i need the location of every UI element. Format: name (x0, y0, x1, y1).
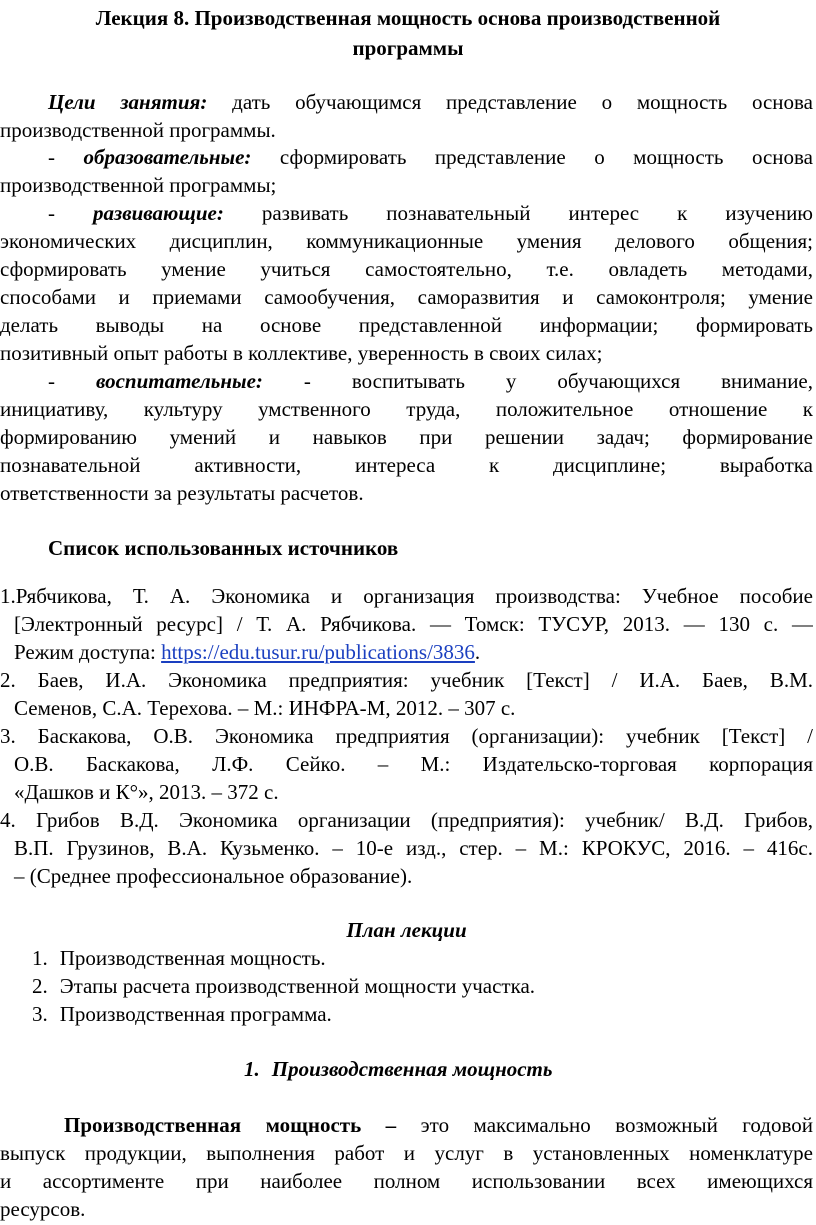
goal-developing-cont: способами и приемами самообучения, саморазвития и самоконтроля; умение (0, 285, 813, 309)
definition-cont: ресурсов. (0, 1197, 86, 1221)
goal-developing-cont: делать выводы на основе представленной информации; формировать (0, 313, 813, 337)
definition-cont: выпуск продукции, выполнения работ и услуг в установленных номенклатуре (0, 1141, 813, 1165)
goal-developing-cont: сформировать умение учиться самостоятельно, т.е. овладеть методами, (0, 257, 813, 281)
goal-educational-cont: производственной программы; (0, 173, 277, 197)
source-3-cont: «Дашков и К°», 2013. – 372 с. (14, 780, 279, 804)
source-4-cont: – (Среднее профессиональное образование). (14, 864, 413, 888)
section-1-heading: 1. Производственная мощность (244, 1057, 553, 1081)
goal-upbringing-cont: познавательной активности, интереса к дисциплине; выработка (0, 453, 813, 477)
goal-developing: - развивающие: развивать познавательный интерес к изучению (48, 201, 813, 225)
goal-educational: - образовательные: сформировать представление о мощность основа (48, 145, 813, 169)
source-1-access: Режим доступа: https://edu.tusur.ru/publications/3836. (14, 640, 481, 664)
source-4: 4. Грибов В.Д. Экономика организации (предприятия): учебник/ В.Д. Грибов, (0, 808, 813, 832)
goal-educational-upbringing: - воспитательные: - воспитывать у обучающихся внимание, (48, 369, 813, 393)
plan-item: 1. Производственная мощность. (32, 946, 326, 970)
plan-item: 2. Этапы расчета производственной мощности участка. (32, 974, 536, 998)
defined-term: Производственная мощность – (64, 1113, 397, 1137)
developing-label: развивающие: (93, 201, 224, 225)
goal-upbringing-cont: инициативу, культуру умственного труда, положительное отношение к (0, 397, 813, 421)
goal-upbringing-cont: формированию умений и навыков при решении задач; формирование (0, 425, 813, 449)
title-line-2: программы (352, 36, 464, 60)
goal-developing-cont: экономических дисциплин, коммуникационные умения делового общения; (0, 229, 813, 253)
plan-heading: План лекции (346, 918, 467, 942)
page-title (0, 3, 816, 63)
source-3: 3. Баскакова, О.В. Экономика предприятия (организации): учебник [Текст] / (0, 724, 813, 748)
upbringing-label: воспитательные: (95, 369, 263, 393)
plan-item: 3. Производственная программа. (32, 1002, 332, 1026)
source-3-cont: О.В. Баскакова, Л.Ф. Сейко. – М.: Издательско-торговая корпорация (14, 752, 813, 776)
definition-paragraph: Производственная мощность – это максимально возможный годовой (64, 1113, 813, 1137)
sources-heading: Список использованных источников (48, 536, 399, 560)
educational-label: образовательные: (83, 145, 252, 169)
goals-intro: Цели занятия: дать обучающимся представление о мощность основа (48, 90, 813, 114)
definition-cont: и ассортименте при наиболее полном использовании всех имеющихся (0, 1169, 813, 1193)
goals-intro-cont: производственной программы. (0, 118, 276, 142)
source-1: 1.Рябчикова, Т. А. Экономика и организация производства: Учебное пособие (0, 584, 813, 608)
source-2-cont: Семенов, С.А. Терехова. – М.: ИНФРА-М, 2012. – 307 с. (14, 696, 516, 720)
title-line-1: Лекция 8. Производственная мощность основа производственной (95, 6, 721, 30)
goals-label: Цели занятия: (48, 90, 208, 114)
goal-developing-cont: позитивный опыт работы в коллективе, уверенность в своих силах; (0, 341, 603, 365)
source-4-cont: В.П. Грузинов, В.А. Кузьменко. – 10-е изд., стер. – М.: КРОКУС, 2016. – 416с. (14, 836, 813, 860)
goal-upbringing-cont: ответственности за результаты расчетов. (0, 481, 364, 505)
source-2: 2. Баев, И.А. Экономика предприятия: учебник [Текст] / И.А. Баев, В.М. (0, 668, 813, 692)
source-1-link[interactable]: https://edu.tusur.ru/publications/3836 (161, 640, 475, 664)
source-1-cont: [Электронный ресурс] / Т. А. Рябчикова. — Томск: ТУСУР, 2013. — 130 с. — (14, 612, 813, 636)
